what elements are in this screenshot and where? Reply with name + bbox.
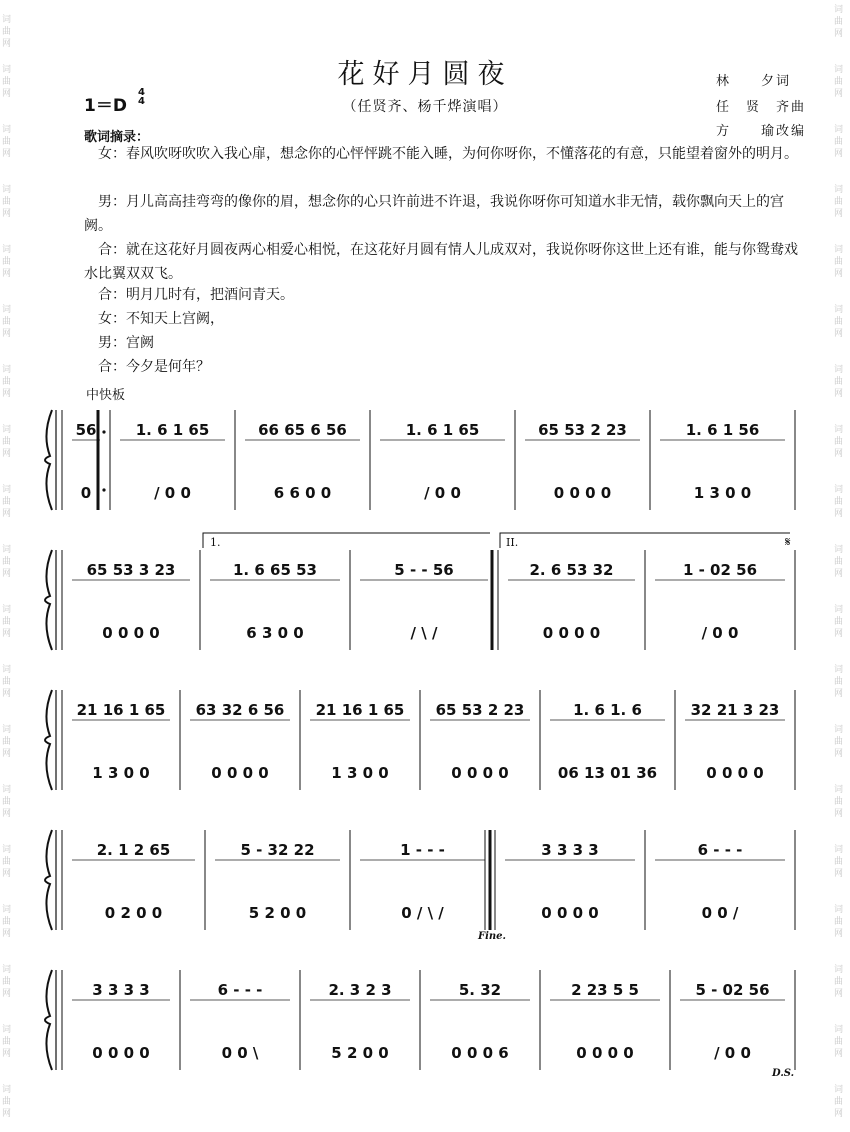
system-brace	[45, 830, 52, 930]
treble-notes: 6 - - -	[217, 981, 263, 999]
system-brace	[45, 690, 52, 790]
treble-notes: 1. 6 1 65	[135, 421, 210, 439]
ds-marking: D.S.	[772, 1068, 795, 1079]
treble-notes: 3 3 3 3	[92, 981, 150, 999]
treble-notes: 56	[75, 421, 97, 439]
treble-notes: 6 - - -	[697, 841, 743, 859]
bass-notes: 0 0 0 0	[92, 1044, 150, 1062]
system-brace	[45, 550, 52, 650]
treble-notes: 32 21 3 23	[690, 701, 780, 719]
bass-notes: 0	[80, 484, 92, 502]
bass-notes: / 0 0	[714, 1044, 751, 1062]
bass-notes: 0 0 0 6	[451, 1044, 509, 1062]
bass-notes: 0 2 0 0	[104, 904, 163, 922]
bass-notes: 0 0 0 0	[542, 624, 601, 642]
treble-notes: 21 16 1 65	[315, 701, 405, 719]
treble-notes: 5. 32	[458, 981, 502, 999]
lyric-line: 男：宫阙	[84, 335, 154, 351]
treble-notes: 1. 6 1 65	[405, 421, 480, 439]
second-ending-label: II.	[506, 536, 519, 549]
treble-notes: 5 - - 56	[394, 561, 454, 579]
treble-notes: 1. 6 1. 6	[573, 701, 642, 719]
lyric-line: 女：春风吹呀吹吹入我心扉，想念你的心怦怦跳不能入睡，为何你呀你，不懂落花的有意，只能望着窗外的明月。	[84, 146, 798, 162]
bass-notes: 6 3 0 0	[246, 624, 304, 642]
system-brace	[45, 410, 52, 510]
first-ending-bracket	[203, 533, 490, 548]
lyrics-heading: 歌词摘录：	[84, 130, 150, 145]
time-signature: 4 4	[138, 87, 145, 107]
bass-notes: 6 6 0 0	[273, 484, 332, 502]
key-signature: 1＝D	[84, 96, 127, 116]
bass-notes: 0 0 /	[701, 904, 739, 922]
lyric-line: 合：就在这花好月圆夜两心相爱心相悦，在这花好月圆有情人儿成双对，我说你呀你这世上还有谁，能与你鸳鸯戏水比翼双双飞。	[84, 242, 798, 282]
composer-credit: 任 贤 齐曲	[716, 100, 807, 115]
treble-notes: 2. 1 2 65	[96, 841, 171, 859]
second-ending-bracket	[500, 533, 790, 548]
bass-notes: / 0 0	[154, 484, 191, 502]
segno-sign: 𝄋	[785, 535, 791, 550]
treble-notes: 1. 6 65 53	[233, 561, 317, 579]
bass-notes: 0 0 0 0	[706, 764, 764, 782]
treble-notes: 5 - 02 56	[695, 981, 770, 999]
bass-notes: 1 3 0 0	[693, 484, 752, 502]
treble-notes: 3 3 3 3	[541, 841, 599, 859]
bass-notes: 0 / \ /	[401, 904, 444, 922]
bass-notes: / 0 0	[424, 484, 461, 502]
treble-notes: 66 65 6 56	[258, 421, 347, 439]
bass-notes: 0 0 0 0	[576, 1044, 634, 1062]
fine-marking: Fine.	[478, 931, 507, 942]
treble-notes: 1. 6 1 56	[685, 421, 760, 439]
song-title: 花好月圆夜	[337, 59, 513, 90]
lyricist-credit: 林 夕词	[716, 74, 792, 89]
treble-notes: 65 53 2 23	[435, 701, 525, 719]
first-ending-label: 1.	[210, 536, 221, 549]
bass-notes: 0 0 0 0	[211, 764, 269, 782]
bass-notes: 06 13 01 36	[557, 764, 658, 782]
treble-notes: 2. 3 2 3	[328, 981, 392, 999]
bass-notes: 0 0 0 0	[102, 624, 160, 642]
repeat-dot	[102, 430, 105, 433]
bass-notes: 1 3 0 0	[331, 764, 389, 782]
treble-notes: 2. 6 53 32	[529, 561, 614, 579]
bass-notes: 0 0 0 0	[541, 904, 599, 922]
treble-notes: 65 53 3 23	[86, 561, 176, 579]
bass-notes: 0 0 0 0	[451, 764, 509, 782]
bass-notes: 5 2 0 0	[248, 904, 307, 922]
performers-subtitle: （任贤齐、杨千烨演唱）	[342, 99, 508, 115]
bass-notes: 5 2 0 0	[331, 1044, 389, 1062]
treble-notes: 1 - - -	[400, 841, 445, 859]
arranger-credit: 方 瑜改编	[716, 124, 807, 139]
treble-notes: 2 23 5 5	[571, 981, 639, 999]
tempo-marking: 中快板	[86, 388, 126, 403]
treble-notes: 65 53 2 23	[538, 421, 627, 439]
repeat-dot	[102, 488, 105, 491]
treble-notes: 1 - 02 56	[682, 561, 758, 579]
lyric-line: 合：明月几时有，把酒问青天。	[84, 287, 294, 303]
lyric-line: 女：不知天上宫阙，	[84, 311, 224, 327]
treble-notes: 21 16 1 65	[76, 701, 166, 719]
bass-notes: 1 3 0 0	[92, 764, 150, 782]
treble-notes: 63 32 6 56	[195, 701, 285, 719]
bass-notes: 0 0 0 0	[553, 484, 612, 502]
treble-notes: 5 - 32 22	[240, 841, 315, 859]
bass-notes: / \ /	[410, 624, 438, 642]
bass-notes: 0 0 \	[221, 1044, 259, 1062]
lyric-line: 男：月儿高高挂弯弯的像你的眉，想念你的心只许前进不许退，我说你呀你可知道水非无情，载你飘向天上的宫阙。	[84, 194, 784, 234]
bass-notes: / 0 0	[701, 624, 739, 642]
lyric-line: 合：今夕是何年？	[84, 359, 210, 375]
system-brace	[45, 970, 52, 1070]
